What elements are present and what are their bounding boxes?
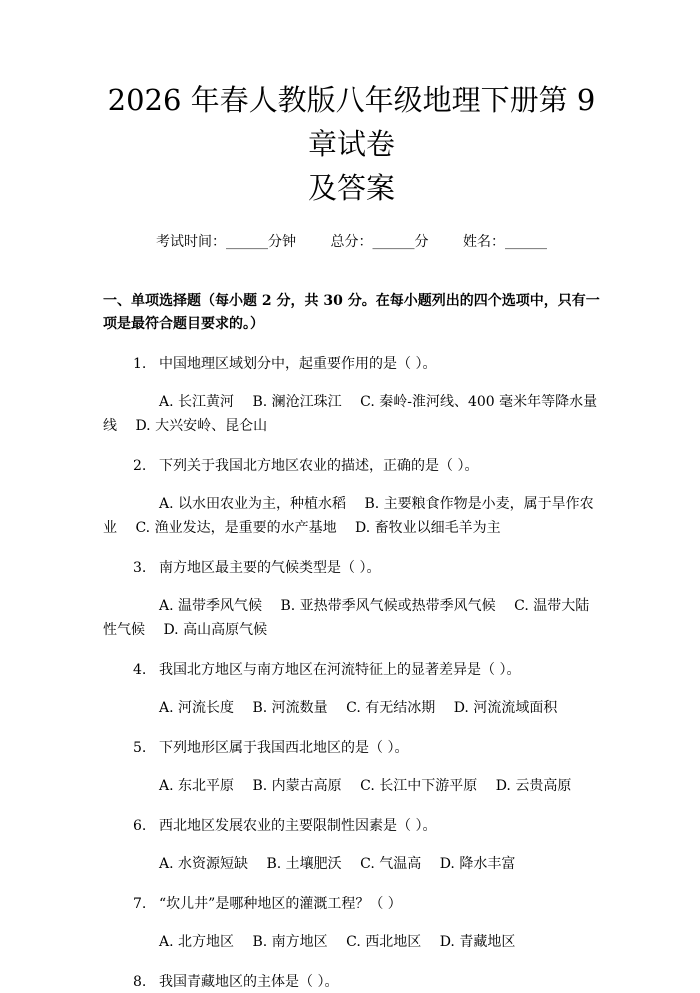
question-text: “坎儿井”是哪种地区的灌溉工程？（ ）	[159, 896, 402, 912]
question-4	[103, 659, 600, 720]
question-options	[103, 594, 600, 642]
option-D: D. 大兴安岭、昆仑山	[135, 418, 268, 434]
option-D: D. 畜牧业以细毛羊为主	[355, 520, 501, 536]
section-title: 一、单项选择题（每小题 2 分，共 30 分。在每小题列出的四个选项中，只有一项是最符合题目要求的。）	[103, 293, 600, 332]
question-text: 南方地区最主要的气候类型是（ ）。	[159, 560, 381, 576]
option-D: D. 青藏地区	[439, 934, 516, 950]
question-options	[103, 696, 600, 720]
question-stem	[103, 815, 600, 837]
question-number: 1.	[133, 356, 147, 372]
question-options	[103, 774, 600, 798]
question-6	[103, 815, 600, 876]
option-A: A. 水资源短缺	[159, 856, 249, 872]
question-options	[103, 390, 600, 438]
question-text: 西北地区发展农业的主要限制性因素是（ ）。	[159, 818, 437, 834]
question-number: 5.	[133, 740, 147, 756]
question-1	[103, 353, 600, 438]
question-2	[103, 455, 600, 540]
question-list	[103, 353, 600, 993]
option-C: C. 西北地区	[346, 934, 422, 950]
question-number: 2.	[133, 458, 147, 474]
question-options	[103, 930, 600, 954]
question-stem	[103, 557, 600, 579]
question-3	[103, 557, 600, 642]
option-D: D. 云贵高原	[495, 778, 572, 794]
question-stem	[103, 893, 600, 915]
question-text: 我国青藏地区的主体是（ ）。	[159, 974, 339, 990]
exam-time: 考试时间：______分钟	[156, 234, 297, 250]
exam-meta	[103, 232, 600, 252]
exam-score: 总分：______分	[330, 234, 429, 250]
question-7	[103, 893, 600, 954]
question-stem	[103, 353, 600, 375]
exam-name: 姓名：______	[462, 234, 547, 250]
question-options	[103, 492, 600, 540]
option-A: A. 以水田农业为主，种植水稻	[159, 496, 347, 512]
question-number: 6.	[133, 818, 147, 834]
question-stem	[103, 455, 600, 477]
question-5	[103, 737, 600, 798]
option-B: B. 亚热带季风气候或热带季风气候	[280, 598, 496, 614]
question-text: 下列关于我国北方地区农业的描述，正确的是（ ）。	[159, 458, 479, 474]
option-A: A. 河流长度	[159, 700, 235, 716]
title-line-1: 2026 年春人教版八年级地理下册第 9 章试卷	[107, 83, 596, 161]
option-C: C. 秦岭-淮河线、400 毫米年等降水量线	[103, 394, 598, 434]
option-C: C. 渔业发达，是重要的水产基地	[135, 520, 337, 536]
question-8	[103, 971, 600, 993]
question-stem	[103, 659, 600, 681]
option-B: B. 内蒙古高原	[252, 778, 342, 794]
question-options	[103, 852, 600, 876]
option-D: D. 河流流域面积	[453, 700, 558, 716]
option-C: C. 长江中下游平原	[360, 778, 478, 794]
option-B: B. 土壤肥沃	[266, 856, 342, 872]
question-stem	[103, 971, 600, 993]
option-D: D. 降水丰富	[439, 856, 516, 872]
option-C: C. 气温高	[360, 856, 422, 872]
exam-page	[0, 78, 700, 990]
question-number: 3.	[133, 560, 147, 576]
question-text: 中国地理区域划分中，起重要作用的是（ ）。	[159, 356, 437, 372]
option-A: A. 北方地区	[159, 934, 235, 950]
option-C: C. 有无结冰期	[346, 700, 436, 716]
question-stem	[103, 737, 600, 759]
option-A: A. 温带季风气候	[159, 598, 263, 614]
option-A: A. 长江黄河	[159, 394, 235, 410]
question-number: 8.	[133, 974, 147, 990]
option-A: A. 东北平原	[159, 778, 235, 794]
option-B: B. 主要粮食作物是小麦，属于旱作农业	[103, 496, 594, 536]
question-text: 我国北方地区与南方地区在河流特征上的显著差异是（ ）。	[159, 662, 521, 678]
exam-title	[103, 78, 600, 210]
option-D: D. 高山高原气候	[163, 622, 268, 638]
question-text: 下列地形区属于我国西北地区的是（ ）。	[159, 740, 409, 756]
option-C: C. 温带大陆性气候	[103, 598, 590, 638]
question-number: 4.	[133, 662, 147, 678]
title-line-2: 及答案	[307, 171, 395, 205]
option-B: B. 河流数量	[252, 700, 328, 716]
option-B: B. 南方地区	[252, 934, 328, 950]
question-number: 7.	[133, 896, 147, 912]
option-B: B. 澜沧江珠江	[252, 394, 342, 410]
